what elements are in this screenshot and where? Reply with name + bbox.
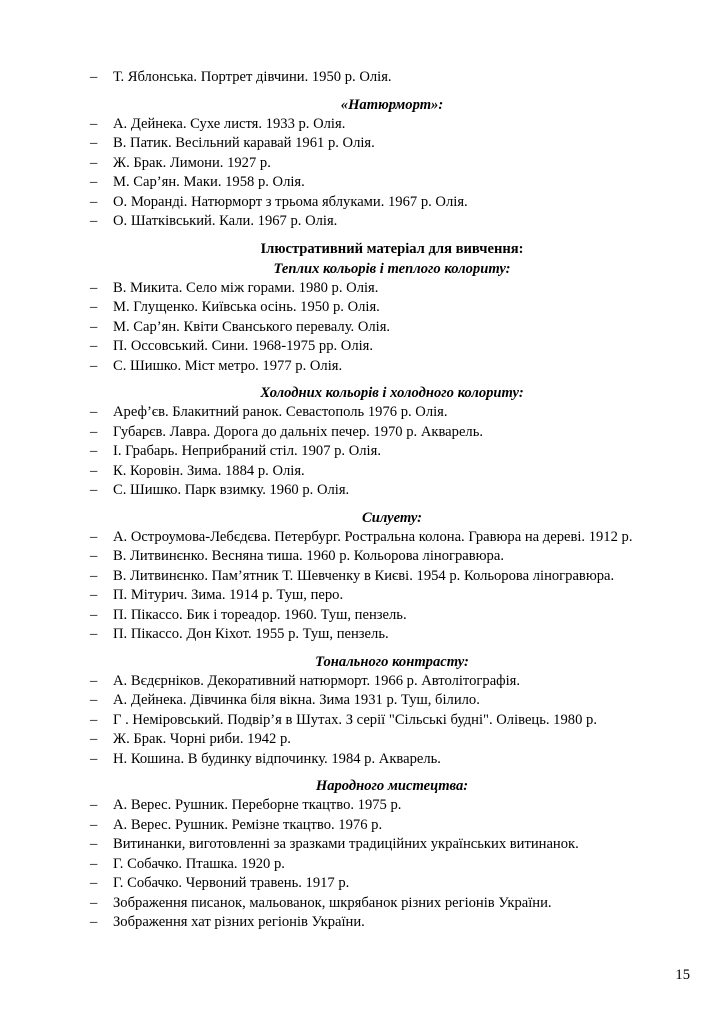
list-item-text: А. Верес. Рушник. Переборне ткацтво. 1975 р.	[113, 797, 402, 813]
dash-bullet: –	[90, 115, 98, 132]
list-item-text: Губарєв. Лавра. Дорога до дальніх печер. 1970 р. Акварель.	[113, 423, 484, 440]
list-item	[0, 586, 724, 606]
list-item-text: В. Литвинєнко. Весняна тиша. 1960 р. Кольорова ліногравюра.	[113, 548, 504, 564]
list-item	[0, 913, 724, 933]
dash-bullet: –	[90, 797, 98, 813]
section-heading: Теплих кольорів і теплого колориту:	[273, 260, 511, 277]
list-item	[0, 337, 724, 357]
list-item	[0, 855, 724, 875]
dash-bullet: –	[90, 213, 98, 229]
list-item	[0, 606, 724, 626]
list-item	[0, 894, 724, 914]
dash-bullet: –	[90, 443, 98, 459]
list-item-text: Ареф’єв. Блакитний ранок. Севастополь 1976 р. Олія.	[113, 404, 448, 420]
section-heading: Силуету:	[361, 509, 423, 526]
dash-bullet: –	[90, 482, 98, 498]
list-item-text: Витинанки, виготовленні за зразками традиційних українських витинанок.	[113, 836, 579, 852]
list-item	[0, 423, 724, 443]
list-item-text: М. Сар’ян. Маки. 1958 р. Олія.	[113, 174, 305, 190]
document-body	[0, 68, 724, 933]
list-item	[0, 193, 724, 213]
list-item-text: В. Патик. Весільний каравай 1961 р. Олія.	[113, 135, 375, 151]
dash-bullet: –	[90, 567, 98, 584]
list-item-text: О. Шатківський. Кали. 1967 р. Олія.	[113, 213, 338, 229]
list-item-text: Т. Яблонська. Портрет дівчини. 1950 р. Олія.	[113, 69, 392, 85]
list-item-text: С. Шишко. Парк взимку. 1960 р. Олія.	[113, 482, 350, 498]
list-item	[0, 730, 724, 750]
list-item	[0, 567, 724, 587]
list-item-text: А. Верес. Рушник. Ремізне ткацтво. 1976 р.	[113, 816, 383, 833]
list-item	[0, 528, 724, 548]
list-item-text: М. Глущенко. Київська осінь. 1950 р. Олія.	[113, 299, 380, 315]
dash-bullet: –	[90, 587, 98, 603]
dash-bullet: –	[90, 816, 98, 833]
dash-bullet: –	[90, 404, 98, 420]
list-item-text: Ж. Брак. Чорні риби. 1942 р.	[113, 731, 291, 747]
list-item-text: П. Пікассо. Бик і тореадор. 1960. Туш, пензель.	[113, 606, 407, 623]
section-title: Ілюстративний матеріал для вивчення:	[260, 240, 524, 257]
list-item-text: А. Вєдєрніков. Декоративний натюрморт. 1966 р. Автолітографія.	[113, 672, 521, 689]
list-item-text: І. Грабарь. Неприбраний стіл. 1907 р. Олія.	[113, 443, 381, 459]
dash-bullet: –	[90, 528, 98, 545]
list-item	[0, 403, 724, 423]
list-item	[0, 711, 724, 731]
list-item-text: М. Сар’ян. Квіти Сванського перевалу. Олія.	[113, 318, 391, 335]
list-item	[0, 691, 724, 711]
dash-bullet: –	[90, 894, 98, 911]
list-item-text: П. Мітурич. Зима. 1914 р. Туш, перо.	[113, 587, 344, 603]
list-item	[0, 481, 724, 501]
dash-bullet: –	[90, 855, 98, 872]
dash-bullet: –	[90, 193, 98, 210]
list-item	[0, 212, 724, 232]
dash-bullet: –	[90, 606, 98, 623]
dash-bullet: –	[90, 135, 98, 151]
list-item-text: Г . Неміровський. Подвір’я в Шутах. З серії "Сільські будні". Олівець. 1980 р.	[113, 711, 597, 728]
list-item	[0, 750, 724, 770]
section-heading: Тонального контрасту:	[315, 653, 469, 670]
list-item-text: А. Дейнека. Дівчинка біля вікна. Зима 1931 р. Туш, білило.	[113, 692, 480, 708]
list-item-text: К. Коровін. Зима. 1884 р. Олія.	[113, 462, 305, 479]
section-heading: Холодних кольорів і холодного колориту:	[260, 385, 524, 401]
list-item-text: Зображення писанок, мальованок, шкрябанок різних регіонів України.	[113, 894, 552, 911]
list-item-text: П. Пікассо. Дон Кіхот. 1955 р. Туш, пензель.	[113, 626, 389, 642]
list-item	[0, 318, 724, 338]
list-item	[0, 115, 724, 135]
list-item	[0, 279, 724, 299]
list-item-text: А. Дейнека. Сухе листя. 1933 р. Олія.	[113, 115, 346, 132]
dash-bullet: –	[90, 731, 98, 747]
list-item-text: О. Моранді. Натюрморт з трьома яблуками. 1967 р. Олія.	[113, 193, 468, 210]
list-item	[0, 154, 724, 174]
dash-bullet: –	[90, 318, 98, 335]
list-item	[0, 874, 724, 894]
section-heading: Народного мистецтва:	[315, 778, 469, 794]
page-number: 15	[675, 967, 690, 983]
dash-bullet: –	[90, 626, 98, 642]
dash-bullet: –	[90, 462, 98, 479]
dash-bullet: –	[90, 914, 98, 930]
list-item	[0, 462, 724, 482]
list-item-text: Г. Собачко. Червоний травень. 1917 р.	[113, 875, 350, 891]
list-item	[0, 442, 724, 462]
list-item	[0, 835, 724, 855]
dash-bullet: –	[90, 154, 98, 171]
list-item-text: П. Оссовський. Сини. 1968-1975 рр. Олія.	[113, 338, 374, 354]
dash-bullet: –	[90, 338, 98, 354]
list-item-text: Н. Кошина. В будинку відпочинку. 1984 р. Акварель.	[113, 750, 441, 767]
list-item-text: В. Микита. Село між горами. 1980 р. Олія.	[113, 279, 379, 296]
dash-bullet: –	[90, 750, 98, 767]
dash-bullet: –	[90, 692, 98, 708]
dash-bullet: –	[90, 423, 98, 440]
dash-bullet: –	[90, 69, 98, 85]
list-item	[0, 816, 724, 836]
dash-bullet: –	[90, 299, 98, 315]
dash-bullet: –	[90, 357, 98, 374]
list-item	[0, 68, 724, 88]
list-item	[0, 134, 724, 154]
list-item	[0, 173, 724, 193]
dash-bullet: –	[90, 174, 98, 190]
list-item	[0, 625, 724, 645]
dash-bullet: –	[90, 672, 98, 689]
dash-bullet: –	[90, 836, 98, 852]
list-item	[0, 672, 724, 692]
dash-bullet: –	[90, 548, 98, 564]
list-item-text: Зображення хат різних регіонів України.	[113, 914, 365, 930]
list-item	[0, 547, 724, 567]
list-item	[0, 796, 724, 816]
dash-bullet: –	[90, 711, 98, 728]
list-item	[0, 357, 724, 377]
list-item-text: Ж. Брак. Лимони. 1927 р.	[113, 154, 271, 171]
section-heading: «Натюрморт»:	[340, 96, 444, 113]
dash-bullet: –	[90, 875, 98, 891]
list-item-text: В. Литвинєнко. Пам’ятник Т. Шевченку в Києві. 1954 р. Кольорова ліногравюра.	[113, 567, 615, 584]
list-item-text: А. Остроумова-Лебєдєва. Петербург. Ростральна колона. Гравюра на дереві. 1912 р.	[113, 528, 633, 545]
list-item-text: С. Шишко. Міст метро. 1977 р. Олія.	[113, 357, 343, 374]
dash-bullet: –	[90, 279, 98, 296]
list-item	[0, 298, 724, 318]
list-item-text: Г. Собачко. Пташка. 1920 р.	[113, 855, 285, 872]
